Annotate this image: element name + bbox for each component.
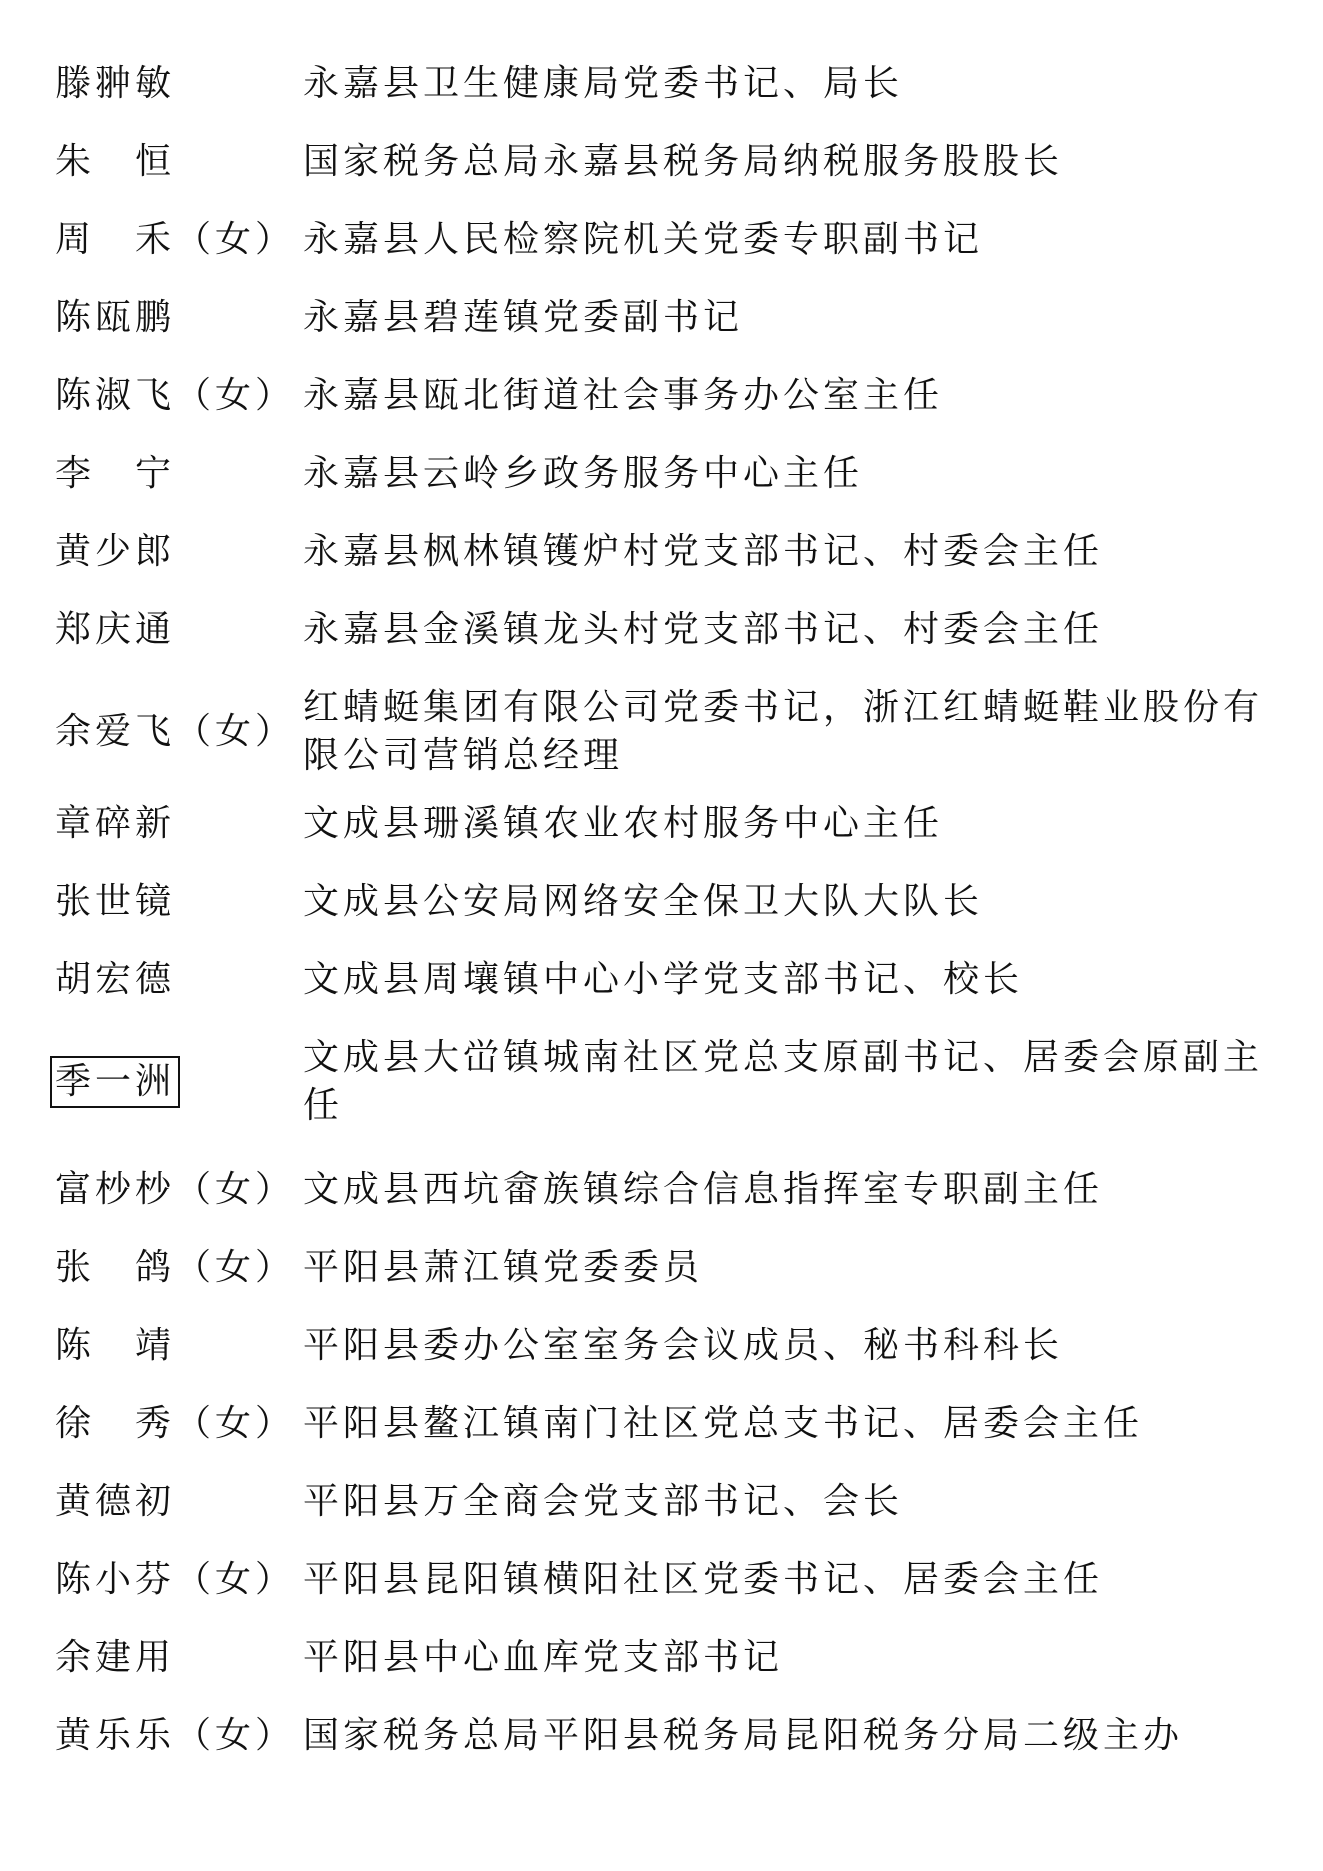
list-item bbox=[55, 60, 1295, 108]
list-item bbox=[55, 138, 1295, 186]
name-cell bbox=[55, 800, 303, 848]
person-name: 李 宁 bbox=[55, 453, 176, 494]
name-cell bbox=[55, 606, 303, 654]
person-name: 余爱飞 bbox=[55, 711, 176, 752]
name-cell bbox=[55, 294, 303, 342]
person-name: 张 鸽 bbox=[55, 1247, 176, 1288]
person-position: 永嘉县碧莲镇党委副书记 bbox=[303, 297, 744, 338]
person-name: 陈淑飞 bbox=[55, 375, 176, 416]
gender-note: （女） bbox=[175, 1247, 296, 1288]
list-item bbox=[55, 216, 1295, 264]
name-cell bbox=[55, 1400, 303, 1448]
name-cell bbox=[55, 450, 303, 498]
person-name: 周 禾 bbox=[55, 219, 176, 260]
person-name: 滕翀敏 bbox=[55, 63, 176, 104]
name-cell bbox=[55, 1478, 303, 1526]
list-item bbox=[55, 294, 1295, 342]
list-item bbox=[55, 1322, 1295, 1370]
person-position: 永嘉县瓯北街道社会事务办公室主任 bbox=[303, 375, 944, 416]
person-name: 余建用 bbox=[55, 1637, 176, 1678]
name-cell bbox=[55, 1056, 303, 1108]
name-cell bbox=[55, 878, 303, 926]
list-item bbox=[55, 878, 1295, 926]
list-item bbox=[55, 684, 1295, 780]
person-position: 国家税务总局平阳县税务局昆阳税务分局二级主办 bbox=[303, 1715, 1184, 1756]
list-item bbox=[55, 606, 1295, 654]
list-item bbox=[55, 450, 1295, 498]
person-position: 平阳县委办公室室务会议成员、秘书科科长 bbox=[303, 1325, 1064, 1366]
person-position: 平阳县鳌江镇南门社区党总支书记、居委会主任 bbox=[303, 1403, 1144, 1444]
name-cell bbox=[55, 216, 303, 264]
person-name: 徐 秀 bbox=[55, 1403, 176, 1444]
person-position: 文成县公安局网络安全保卫大队大队长 bbox=[303, 881, 984, 922]
person-name-highlighted: 季一洲 bbox=[50, 1056, 180, 1108]
list-item bbox=[55, 1166, 1295, 1214]
person-position: 文成县周壤镇中心小学党支部书记、校长 bbox=[303, 959, 1024, 1000]
list-item bbox=[55, 1712, 1295, 1760]
name-cell bbox=[55, 138, 303, 186]
person-position: 文成县西坑畲族镇综合信息指挥室专职副主任 bbox=[303, 1169, 1104, 1210]
person-position: 永嘉县枫林镇镬炉村党支部书记、村委会主任 bbox=[303, 531, 1104, 572]
person-position: 永嘉县金溪镇龙头村党支部书记、村委会主任 bbox=[303, 609, 1104, 650]
gender-note: （女） bbox=[175, 711, 296, 752]
person-name: 陈小芬 bbox=[55, 1559, 176, 1600]
person-name: 朱 恒 bbox=[55, 141, 176, 182]
gender-note: （女） bbox=[175, 1715, 296, 1756]
person-position: 永嘉县人民检察院机关党委专职副书记 bbox=[303, 219, 984, 260]
name-cell bbox=[55, 1244, 303, 1292]
name-cell bbox=[55, 956, 303, 1004]
list-item bbox=[55, 528, 1295, 576]
list-item bbox=[55, 1244, 1295, 1292]
person-position: 文成县珊溪镇农业农村服务中心主任 bbox=[303, 803, 944, 844]
name-cell bbox=[55, 708, 303, 756]
name-cell bbox=[55, 1634, 303, 1682]
gender-note: （女） bbox=[175, 219, 296, 260]
person-name: 章碎新 bbox=[55, 803, 176, 844]
gender-note: （女） bbox=[175, 1403, 296, 1444]
list-item bbox=[55, 1556, 1295, 1604]
person-position: 永嘉县云岭乡政务服务中心主任 bbox=[303, 453, 864, 494]
gender-note: （女） bbox=[175, 1169, 296, 1210]
person-name: 黄德初 bbox=[55, 1481, 176, 1522]
name-list bbox=[55, 60, 1295, 1790]
person-name: 黄少郎 bbox=[55, 531, 176, 572]
person-name: 陈瓯鹏 bbox=[55, 297, 176, 338]
list-item bbox=[55, 800, 1295, 848]
person-position: 国家税务总局永嘉县税务局纳税服务股股长 bbox=[303, 141, 1064, 182]
person-name: 张世镜 bbox=[55, 881, 176, 922]
list-item bbox=[55, 1634, 1295, 1682]
name-cell bbox=[55, 1166, 303, 1214]
name-cell bbox=[55, 528, 303, 576]
list-item bbox=[55, 1478, 1295, 1526]
name-cell bbox=[55, 1556, 303, 1604]
person-name: 富杪杪 bbox=[55, 1169, 176, 1210]
person-name: 黄乐乐 bbox=[55, 1715, 176, 1756]
name-cell bbox=[55, 1322, 303, 1370]
list-item bbox=[55, 1034, 1295, 1130]
person-name: 陈 靖 bbox=[55, 1325, 176, 1366]
list-item bbox=[55, 372, 1295, 420]
person-position: 红蜻蜓集团有限公司党委书记，浙江红蜻蜓鞋业股份有限公司营销总经理 bbox=[303, 687, 1264, 776]
person-position: 平阳县万全商会党支部书记、会长 bbox=[303, 1481, 904, 1522]
person-name: 郑庆通 bbox=[55, 609, 176, 650]
name-cell bbox=[55, 1712, 303, 1760]
list-item bbox=[55, 956, 1295, 1004]
gender-note: （女） bbox=[175, 1559, 296, 1600]
name-cell bbox=[55, 60, 303, 108]
person-position: 永嘉县卫生健康局党委书记、局长 bbox=[303, 63, 904, 104]
person-position: 平阳县中心血库党支部书记 bbox=[303, 1637, 784, 1678]
person-name: 胡宏德 bbox=[55, 959, 176, 1000]
person-position: 平阳县萧江镇党委委员 bbox=[303, 1247, 704, 1288]
person-position: 平阳县昆阳镇横阳社区党委书记、居委会主任 bbox=[303, 1559, 1104, 1600]
name-cell bbox=[55, 372, 303, 420]
list-item bbox=[55, 1400, 1295, 1448]
person-position: 文成县大峃镇城南社区党总支原副书记、居委会原副主任 bbox=[303, 1037, 1264, 1126]
gender-note: （女） bbox=[175, 375, 296, 416]
